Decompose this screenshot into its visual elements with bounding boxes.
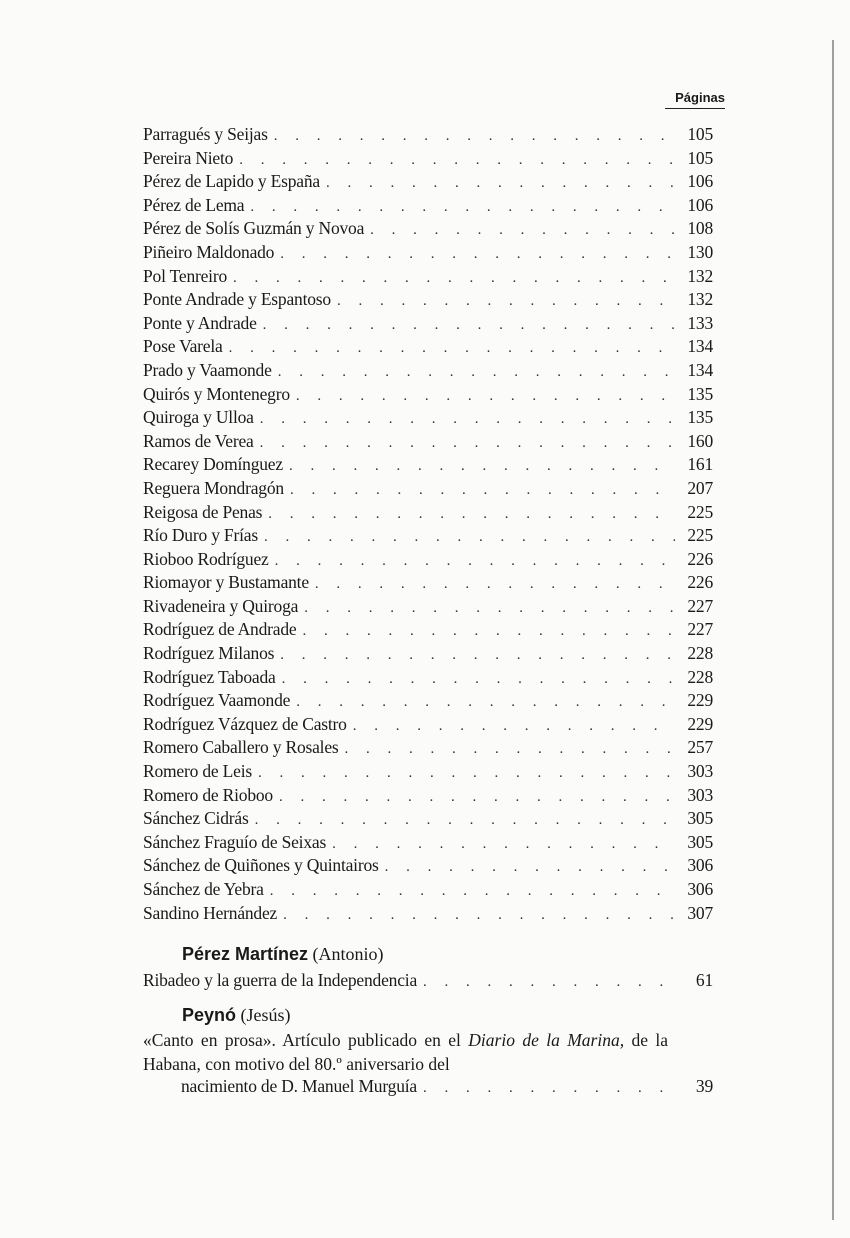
page-number: 133	[687, 312, 713, 333]
index-entry	[143, 761, 713, 785]
index-entry	[143, 360, 713, 384]
page-number: 160	[687, 430, 713, 451]
periodical-title: Diario de la Marina,	[468, 1030, 625, 1050]
leader-dots	[289, 458, 675, 475]
leader-dots	[296, 694, 675, 711]
entry-name: Pereira Nieto	[143, 147, 234, 168]
entry-name: Sánchez Fraguío de Seixas	[143, 831, 327, 852]
entry-name: Riomayor y Bustamante	[143, 572, 309, 593]
leader-dots	[304, 600, 675, 617]
page-number: 135	[687, 407, 713, 428]
entry-name: Sánchez de Yebra	[143, 879, 264, 899]
page-number: 307	[687, 902, 713, 923]
entry-name: Piñeiro Maldonado	[143, 241, 275, 262]
author-heading	[182, 944, 384, 965]
page-number: 130	[687, 241, 713, 262]
page-number: 39	[695, 1076, 713, 1096]
entry-name: Pérez de Lema	[143, 194, 245, 215]
work-text: «Canto en prosa». Artículo publicado en el	[143, 1030, 469, 1050]
index-entry	[143, 454, 713, 478]
index-entry	[143, 832, 713, 856]
index-entry	[143, 855, 713, 879]
entry-name: Reigosa de Penas	[143, 501, 263, 522]
entry-name: Pol Tenreiro	[143, 265, 228, 286]
page-number: 306	[687, 855, 713, 876]
leader-dots	[315, 576, 675, 593]
entry-name: Rodríguez Milanos	[143, 643, 275, 664]
entry-name: Río Duro y Frías	[143, 525, 258, 546]
page-number: 225	[687, 525, 713, 546]
index-entry	[143, 148, 713, 172]
index-entry	[143, 690, 713, 714]
entry-name: Romero de Leis	[143, 761, 252, 782]
leader-dots	[282, 671, 675, 688]
leader-dots	[250, 199, 675, 216]
leader-dots	[290, 482, 675, 499]
leader-dots	[423, 974, 675, 991]
leader-dots	[268, 506, 675, 523]
leader-dots	[280, 246, 675, 263]
page-number: 105	[687, 147, 713, 168]
leader-dots	[264, 529, 675, 546]
entry-name: Sandino Hernández	[143, 902, 278, 923]
leader-dots	[283, 907, 675, 924]
leader-dots	[337, 293, 675, 310]
page-number: 305	[687, 808, 713, 829]
entry-name: Rodríguez de Andrade	[143, 619, 297, 640]
leader-dots	[229, 340, 675, 357]
leader-dots	[278, 364, 675, 381]
index-entry	[143, 572, 713, 596]
page-number: 207	[687, 477, 713, 498]
author-given-name: (Jesús)	[240, 1005, 291, 1025]
author-surname: Peynó	[182, 1005, 237, 1025]
page-number: 306	[687, 879, 713, 899]
leader-dots	[423, 1080, 675, 1097]
index-entry	[143, 737, 713, 761]
page-number: 229	[687, 690, 713, 711]
leader-dots	[233, 270, 675, 287]
leader-dots	[370, 222, 675, 239]
leader-dots	[345, 741, 675, 758]
work-text: nacimiento de D. Manuel Murguía	[181, 1076, 417, 1096]
page-number: 229	[687, 713, 713, 734]
leader-dots	[332, 836, 675, 853]
index-entry	[143, 502, 713, 526]
page-number: 135	[687, 383, 713, 404]
index-entry	[143, 266, 713, 290]
author-surname: Pérez Martínez	[182, 944, 309, 964]
page-number: 106	[687, 194, 713, 215]
page-number: 161	[687, 454, 713, 475]
entry-name: Quirós y Montenegro	[143, 383, 290, 404]
index-entry	[143, 596, 713, 620]
entry-name: Sánchez Cidrás	[143, 808, 249, 829]
entry-name: Parragués y Seijas	[143, 124, 268, 144]
index-entry	[143, 195, 713, 219]
pages-column-header: Páginas	[665, 90, 725, 109]
entry-name: Rodríguez Vázquez de Castro	[143, 713, 347, 734]
index-entry	[143, 667, 713, 691]
index-entry	[143, 171, 713, 195]
index-entry	[143, 549, 713, 573]
index-entry	[143, 242, 713, 266]
index-entry	[143, 525, 713, 549]
page-number: 228	[687, 643, 713, 664]
leader-dots	[302, 623, 675, 640]
entry-name: Ponte Andrade y Espantoso	[143, 289, 331, 310]
entry-name: Pérez de Lapido y España	[143, 171, 320, 192]
leader-dots	[258, 765, 675, 782]
page-number: 61	[695, 970, 713, 990]
entry-name: Pérez de Solís Guzmán y Novoa	[143, 218, 365, 239]
index-entry	[143, 384, 713, 408]
index-entry	[143, 903, 713, 927]
work-text: de la Habana, con motivo del 80.º aniversario del	[143, 1030, 668, 1074]
entry-name: Reguera Mondragón	[143, 477, 284, 498]
index-entry	[143, 808, 713, 832]
index-entry	[143, 313, 713, 337]
page-number: 227	[687, 595, 713, 616]
entry-name: Rivadeneira y Quiroga	[143, 595, 299, 616]
entry-name: Ponte y Andrade	[143, 312, 257, 333]
index-entry	[143, 619, 713, 643]
index-entry	[143, 714, 713, 738]
index-entry	[143, 478, 713, 502]
author-heading	[182, 1005, 291, 1026]
page-number: 106	[687, 171, 713, 192]
index-entry	[143, 336, 713, 360]
leader-dots	[260, 411, 675, 428]
page-number: 225	[687, 501, 713, 522]
page-number: 257	[687, 737, 713, 758]
leader-dots	[260, 435, 675, 452]
work-entry	[143, 970, 713, 994]
leader-dots	[326, 175, 675, 192]
author-given-name: (Antonio)	[312, 944, 384, 964]
page-number: 134	[687, 359, 713, 380]
index-entry	[143, 879, 713, 903]
entry-name: Rodríguez Taboada	[143, 666, 276, 687]
leader-dots	[275, 553, 675, 570]
page-number: 303	[687, 784, 713, 805]
page-number: 105	[687, 124, 713, 144]
entry-name: Recarey Domínguez	[143, 454, 283, 475]
leader-dots	[296, 388, 675, 405]
page-number: 132	[687, 265, 713, 286]
index-entry	[143, 124, 713, 148]
entry-name: Romero de Rioboo	[143, 784, 273, 805]
entry-name: Sánchez de Quiñones y Quintairos	[143, 855, 379, 876]
page-number: 108	[687, 218, 713, 239]
leader-dots	[263, 317, 675, 334]
leader-dots	[279, 789, 675, 806]
entry-name: Rodríguez Vaamonde	[143, 690, 291, 711]
index-entry	[143, 785, 713, 809]
page-number: 132	[687, 289, 713, 310]
page-number: 226	[687, 548, 713, 569]
leader-dots	[270, 883, 675, 900]
leader-dots	[255, 812, 675, 829]
leader-dots	[239, 152, 675, 169]
index-entry	[143, 407, 713, 431]
index-entry	[143, 289, 713, 313]
page-number: 228	[687, 666, 713, 687]
entry-name: Romero Caballero y Rosales	[143, 737, 339, 758]
leader-dots	[385, 859, 675, 876]
scan-edge-shadow	[832, 40, 844, 1220]
work-description	[143, 1029, 668, 1076]
page-number: 305	[687, 831, 713, 852]
index-entry	[143, 218, 713, 242]
work-last-line	[143, 1076, 713, 1100]
index-entries	[143, 124, 713, 926]
page-number: 227	[687, 619, 713, 640]
leader-dots	[280, 647, 675, 664]
page-number: 303	[687, 761, 713, 782]
page-number: 226	[687, 572, 713, 593]
leader-dots	[274, 128, 675, 145]
entry-name: Rioboo Rodríguez	[143, 548, 269, 569]
entry-name: Pose Varela	[143, 336, 223, 357]
index-entry	[143, 431, 713, 455]
entry-name: Quiroga y Ulloa	[143, 407, 254, 428]
work-title: Ribadeo y la guerra de la Independencia	[143, 970, 418, 990]
page-number: 134	[687, 336, 713, 357]
leader-dots	[353, 718, 675, 735]
index-entry	[143, 643, 713, 667]
entry-name: Prado y Vaamonde	[143, 359, 272, 380]
entry-name: Ramos de Verea	[143, 430, 254, 451]
